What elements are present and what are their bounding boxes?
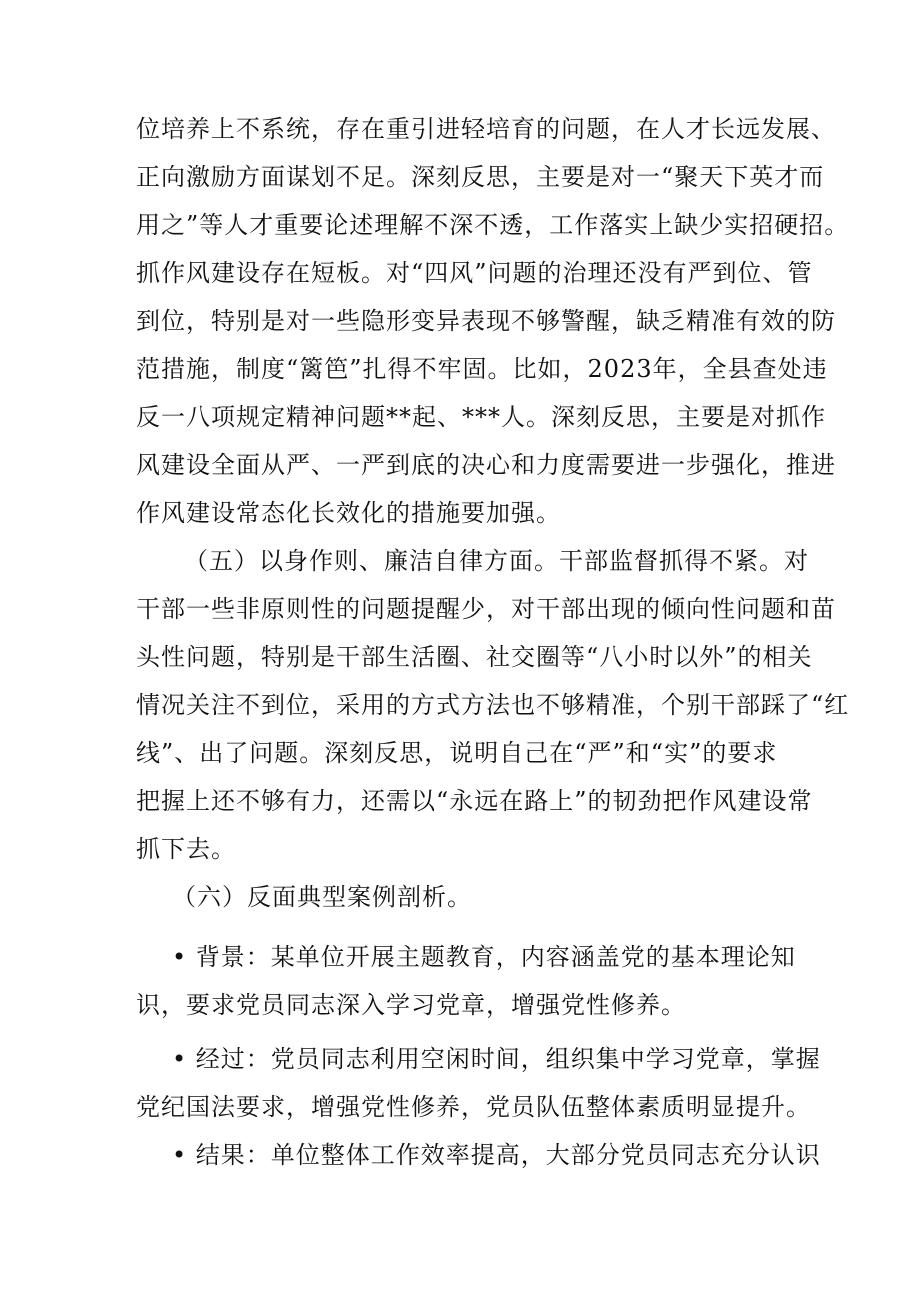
text-line: 到位，特别是对一些隐形变异表现不够警醒，缺乏精准有效的防 <box>136 307 836 335</box>
text-line: 抓下去。 <box>136 835 236 863</box>
text-line: 线”、出了问题。深刻反思，说明自己在“严”和“实”的要求 <box>136 739 778 767</box>
text-line: 干部一些非原则性的问题提醒少，对干部出现的倾向性问题和苗 <box>136 595 836 623</box>
text-line: 情况关注不到位，采用的方式方法也不够精准，个别干部踩了“红 <box>136 691 850 719</box>
bullet-process: • 经过：党员同志利用空闲时间，组织集中学习党章，掌握 <box>172 1045 821 1073</box>
section-heading-five: （五）以身作则、廉洁自律方面。干部监督抓得不紧。对 <box>184 547 809 575</box>
bullet-result: • 结果：单位整体工作效率提高，大部分党员同志充分认识 <box>172 1141 821 1169</box>
text-line: 正向激励方面谋划不足。深刻反思，主要是对一“聚天下英才而 <box>136 163 825 191</box>
text-line: 抓作风建设存在短板。对“四风”问题的治理还没有严到位、管 <box>136 259 813 287</box>
text-line: 头性问题，特别是干部生活圈、社交圈等“八小时以外”的相关 <box>136 643 813 671</box>
text-line: 识，要求党员同志深入学习党章，增强党性修养。 <box>136 991 686 1019</box>
text-line: 反一八项规定精神问题**起、***人。深刻反思，主要是对抓作 <box>136 403 826 431</box>
bullet-background: • 背景：某单位开展主题教育，内容涵盖党的基本理论知 <box>172 943 796 971</box>
text-line: 用之”等人才重要论述理解不深不透，工作落实上缺少实招硬招。 <box>136 211 850 239</box>
text-line: 把握上还不够有力，还需以“永远在路上”的韧劲把作风建设常 <box>136 787 813 815</box>
text-line: 党纪国法要求，增强党性修养，党员队伍整体素质明显提升。 <box>136 1093 811 1121</box>
section-heading-six: （六）反面典型案例剖析。 <box>172 883 472 911</box>
text-line: 作风建设常态化长效化的措施要加强。 <box>136 499 561 527</box>
text-line: 位培养上不系统，存在重引进轻培育的问题，在人才长远发展、 <box>136 115 836 143</box>
text-line: 风建设全面从严、一严到底的决心和力度需要进一步强化，推进 <box>136 451 836 479</box>
text-line: 范措施，制度“篱笆”扎得不牢固。比如，2023年，全县查处违 <box>136 355 828 383</box>
